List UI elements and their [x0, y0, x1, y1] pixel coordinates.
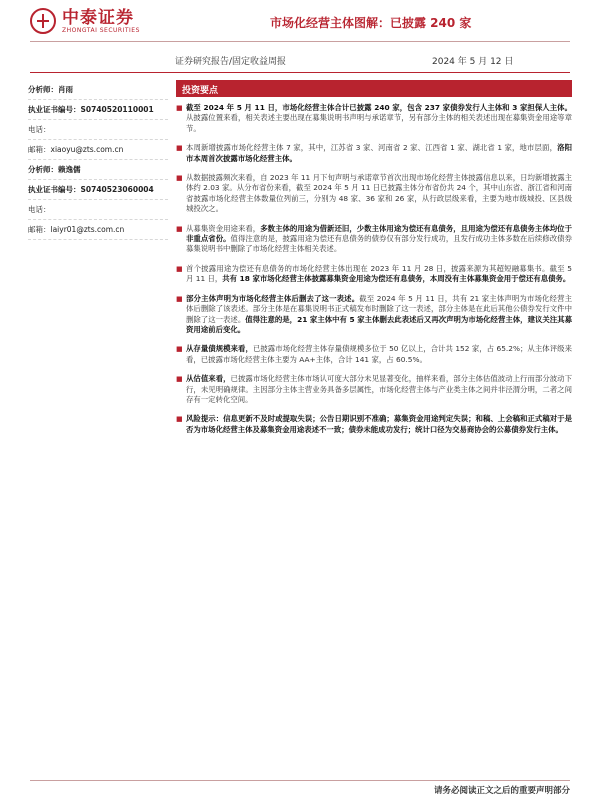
bullet-square-icon: ■	[176, 264, 183, 273]
body-text: 从募集资金用途来看，	[186, 223, 261, 233]
sidebar-label: 邮箱：	[28, 225, 51, 234]
body-text: 从披露位置来看，相关表述主要出现在募集说明书声明与承诺章节，另有部分主体的相关表述出现在募集资金用途等章节。	[186, 113, 572, 133]
sidebar-row	[28, 140, 168, 160]
header-divider	[30, 41, 570, 42]
sidebar-label: 分析师：	[28, 85, 58, 94]
sidebar-value: S0740520110001	[80, 105, 154, 114]
sidebar-label: 执业证书编号：	[28, 185, 81, 194]
emphasis-text: 从估值来看，	[186, 374, 231, 384]
key-point-text	[186, 224, 572, 255]
key-point-item	[176, 173, 572, 215]
bullet-square-icon: ■	[176, 415, 183, 424]
sidebar-label: 邮箱：	[28, 145, 51, 154]
key-point-text	[186, 374, 572, 405]
body-text: 从数据披露频次来看，自 2023 年 11 月下旬声明与承诺章节首次出现市场化经营主体披露信息以来，日均新增披露主体约 2.03 家。从分布省份来看，截至 2024 年 5 月 11 日已披露主体分布省份共 24 个，其中山东省、浙江省和河南省披露市场化经营主体数量位列前三，分别为 48 家、36 家和 26 家，从行政层级来看，主要为地市级城投、区县级城投次之。	[186, 173, 572, 214]
bullet-square-icon: ■	[176, 144, 183, 153]
key-point-item	[176, 143, 572, 164]
logo-chinese-name: 中泰证券	[62, 7, 134, 28]
body-text: 本周新增披露市场化经营主体 7 家，其中，江苏省 3 家、河南省 2 家、江西省 1 家、湖北省 1 家，地市层面，	[186, 143, 558, 153]
bullet-square-icon: ■	[176, 375, 183, 384]
sidebar-value: laiyr01@zts.com.cn	[50, 225, 125, 234]
sidebar-value: 赖逸儒	[58, 165, 81, 174]
key-point-text	[186, 173, 572, 215]
sidebar-value: 肖雨	[58, 85, 73, 94]
sidebar-value: S0740523060004	[80, 185, 154, 194]
sidebar-row	[28, 80, 168, 100]
sidebar-row	[28, 120, 168, 140]
report-type: 证券研究报告/固定收益周报	[175, 57, 287, 67]
body-text: 截至 2024 年 5 月 11 日，共有 21 家主体声明为市场化经营主体后删除了该表述。部分主体是在募集说明书正式稿发布时删除了这一表述，部分主体是在此后其他公债券发行文件中删除了这一表述。	[186, 293, 572, 324]
body-text: 值得注意的是，披露用途为偿还有息债务的债券仅有部分发行成功，且发行成功主体多数在后续修改债券募集说明书中删除了市场化经营主体相关表述。	[186, 234, 572, 254]
emphasis-text: 截至 2024 年 5 月 11 日，市场化经营主体合计已披露 240 家，包含 237 家债券发行人主体和 3 家担保人主体。	[186, 103, 572, 112]
key-point-item	[176, 344, 572, 365]
key-point-item	[176, 294, 572, 336]
emphasis-text: 值得注意的是，21 家主体中有 5 家主体删去此表述后又再次声明为市场化经营主体，建议关注其募资用途前后变化。	[186, 314, 572, 334]
bullet-square-icon: ■	[176, 294, 183, 303]
key-point-text	[186, 344, 572, 365]
meta-divider	[30, 72, 570, 73]
footer-disclaimer: 请务必阅读正文之后的重要声明部分	[433, 786, 570, 796]
sidebar-label: 分析师：	[28, 165, 58, 174]
key-point-text	[186, 294, 572, 336]
report-date: 2024 年 5 月 12 日	[432, 57, 514, 67]
body-text: 已披露市场化经营主体存量债规模多位于 50 亿以上，合计共 152 家，占 65.2%；从主体评级来看，已披露市场化经营主体主要为 AA+主体，合计 141 家，占 60.5%。	[186, 344, 572, 364]
footer-divider	[30, 780, 570, 781]
bullet-square-icon: ■	[176, 224, 183, 233]
logo-emblem-icon	[30, 8, 56, 34]
key-point-item	[176, 414, 572, 435]
sidebar-value: xiaoyu@zts.com.cn	[50, 145, 124, 154]
sidebar-label: 执业证书编号：	[28, 105, 81, 114]
section-title: 投资要点	[176, 80, 572, 97]
emphasis-text: 共有 18 家市场化经营主体披露募集资金用途为偿还有息债务，本周没有主体募集资金用于偿还有息债务。	[222, 274, 571, 284]
sidebar-label: 电话：	[28, 125, 51, 134]
key-points-list	[176, 103, 572, 444]
emphasis-text: 风险提示：信息更新不及时或提取失误；公告日期识别不准确；募集资金用途判定失误；和稿、上会稿和正式稿对于是否为市场化经营主体及募集资金用途表述不一致；债券未能成功发行；统计口径为交易商协会的公募债券发行主体。	[186, 414, 572, 434]
key-point-item	[176, 224, 572, 255]
key-point-text	[186, 414, 572, 435]
key-point-text	[186, 264, 572, 285]
emphasis-text: 多数主体的用途为借新还旧，少数主体用途为偿还有息债务，且用途为偿还有息债务主体均位于非重点省份。	[186, 223, 572, 244]
bullet-square-icon: ■	[176, 345, 183, 354]
key-point-item	[176, 374, 572, 405]
emphasis-text: 洛阳市本周首次披露市场化经营主体。	[186, 143, 572, 163]
emphasis-text: 部分主体声明为市场化经营主体后删去了这一表述。	[186, 293, 360, 303]
key-point-text	[186, 143, 572, 164]
sidebar-row	[28, 160, 168, 180]
analyst-sidebar	[28, 80, 168, 240]
bullet-square-icon: ■	[176, 104, 183, 112]
logo-english-name: ZHONGTAI SECURITIES	[62, 26, 140, 34]
key-point-item	[176, 103, 572, 134]
sidebar-label: 电话：	[28, 205, 51, 214]
body-text: 已披露市场化经营主体市场认可度大部分未见显著变化，抽样来看，部分主体估值波动上行而部分波动下行，未见明确规律。主因部分主体主营业务具备多层属性，市场化经营主体与产业类主体之间并非泾渭分明，二者之间存有一定转化空间。	[186, 374, 572, 404]
sidebar-row	[28, 100, 168, 120]
sidebar-row	[28, 220, 168, 240]
sidebar-row	[28, 200, 168, 220]
company-logo	[30, 8, 140, 34]
body-text: 首个披露用途为偿还有息债务的市场化经营主体出现在 2023 年 11 月 28 日，披露来源为其超短融募集书。截至 5 月 11 日，	[186, 263, 572, 284]
sidebar-row	[28, 180, 168, 200]
emphasis-text: 从存量债规模来看，	[186, 344, 253, 354]
report-title: 市场化经营主体图解：已披露 240 家	[270, 16, 472, 30]
key-point-item	[176, 264, 572, 285]
key-point-text	[186, 103, 572, 134]
bullet-square-icon: ■	[176, 174, 183, 183]
